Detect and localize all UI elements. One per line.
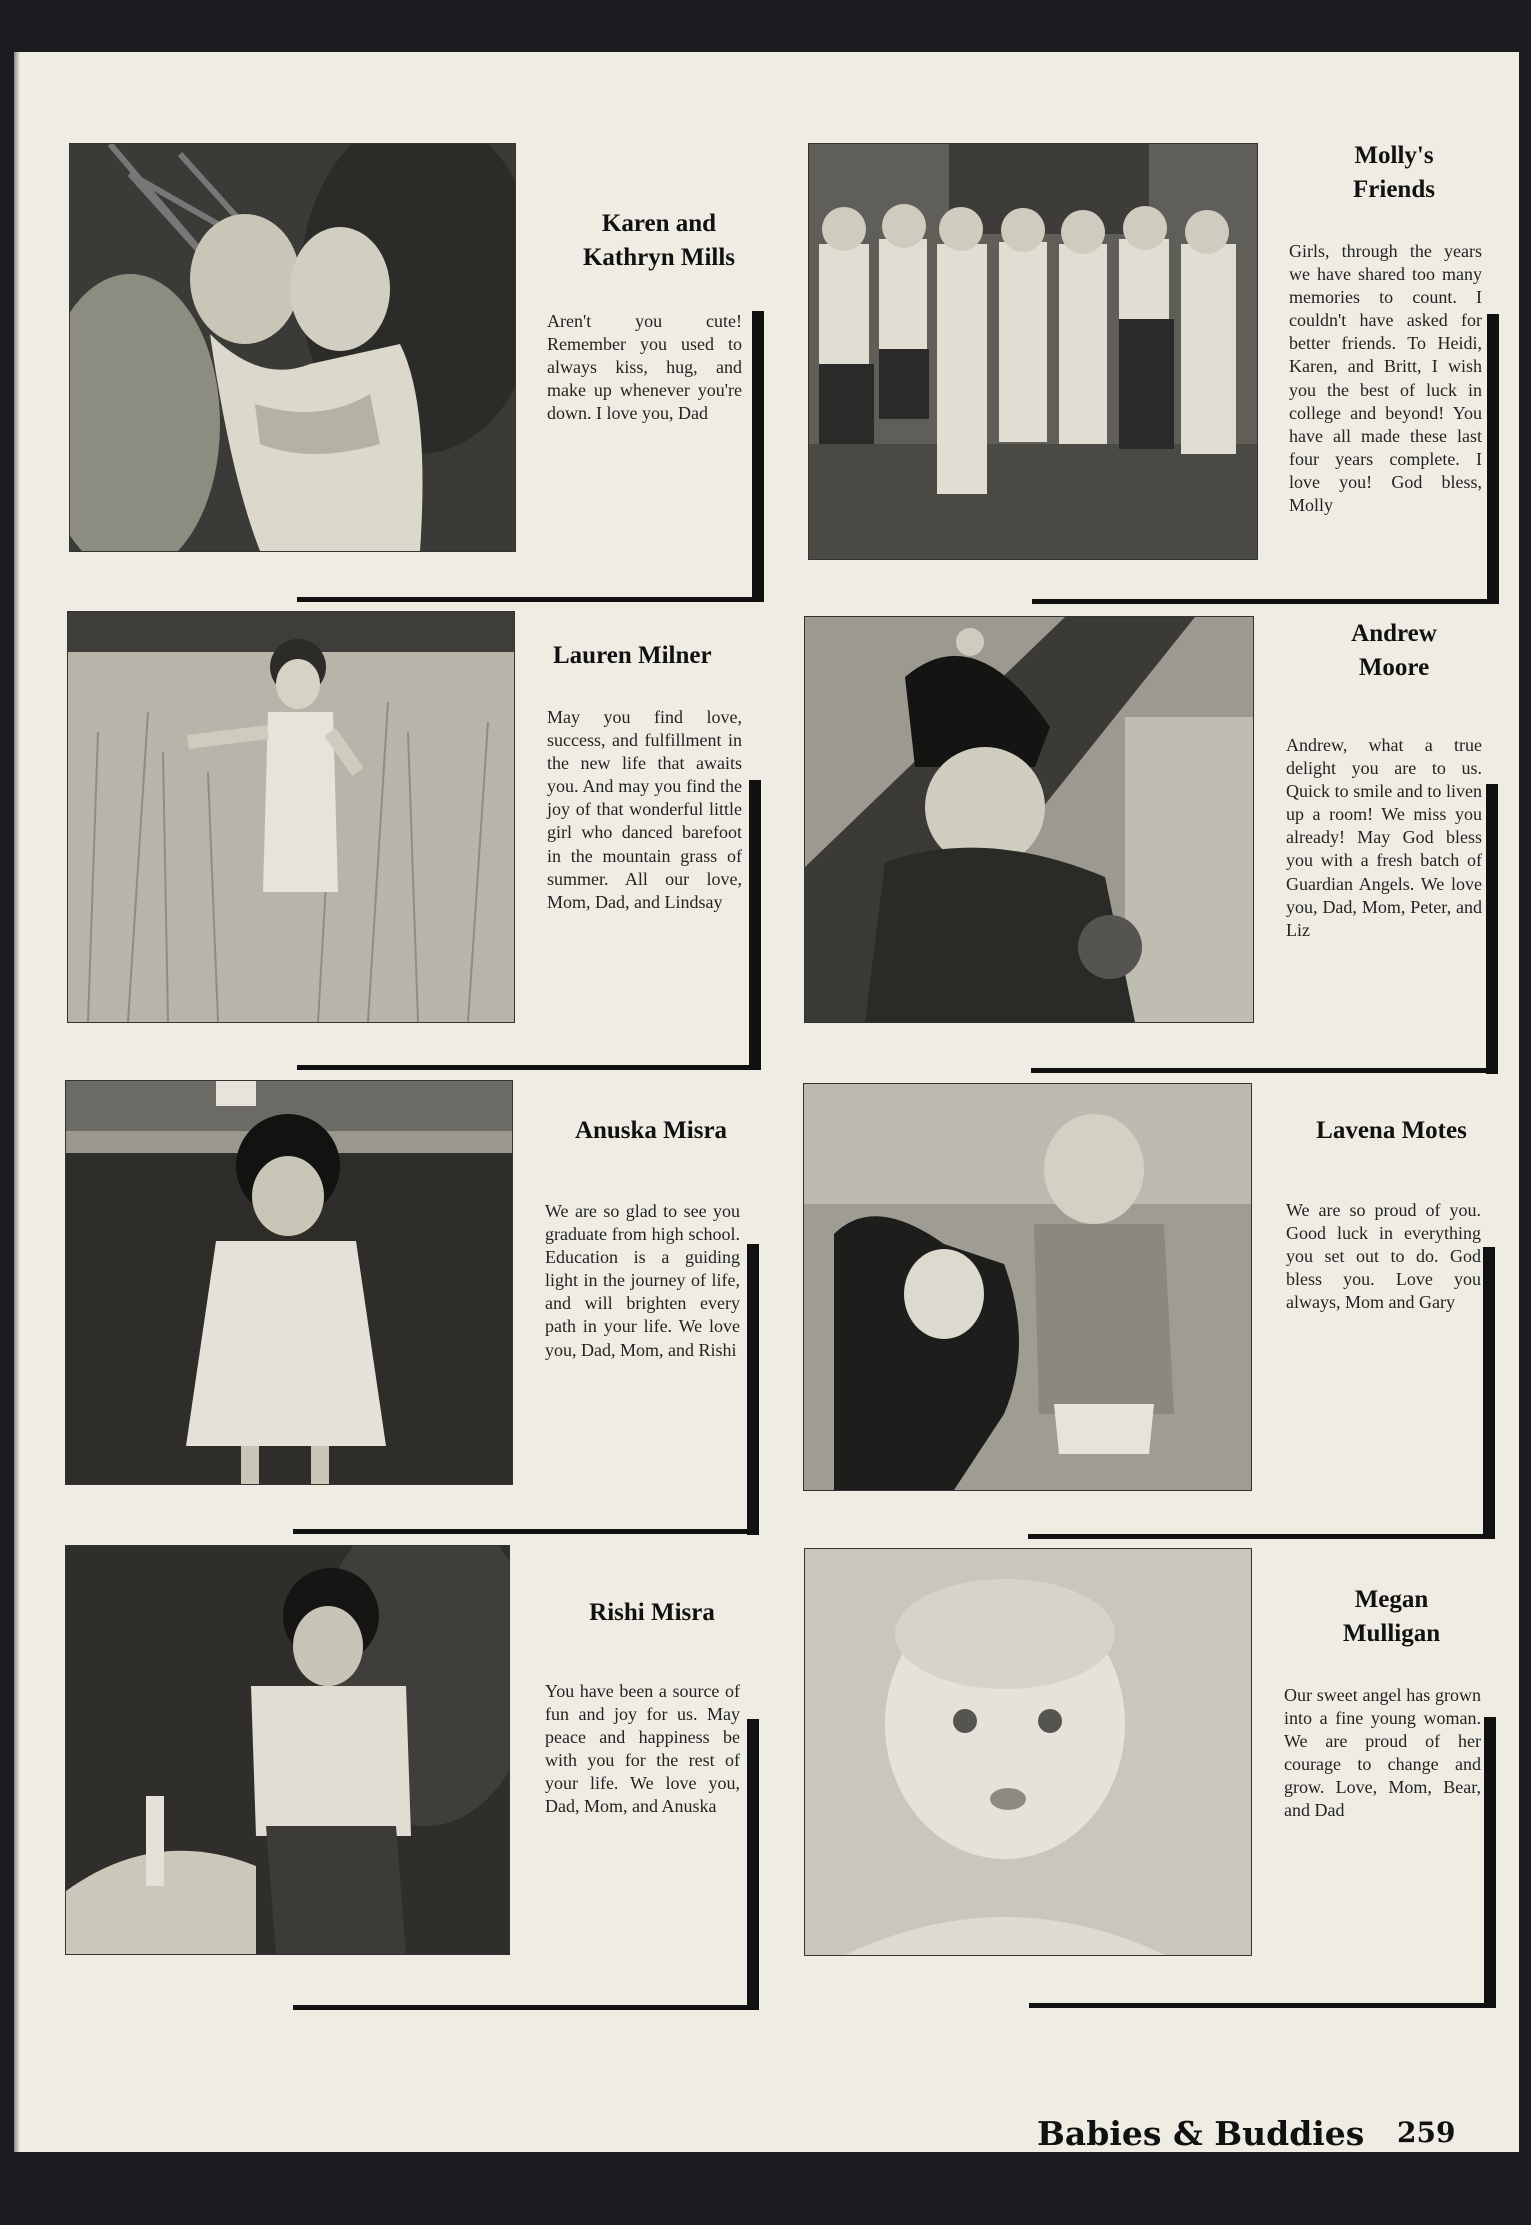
photo-mollys-friends bbox=[808, 143, 1258, 560]
entry-title: Molly's Friends bbox=[1353, 142, 1435, 203]
entry-title: Megan Mulligan bbox=[1342, 1586, 1441, 1647]
photo-rishi-misra bbox=[65, 1545, 510, 1955]
frame-bar-vertical bbox=[1483, 1247, 1495, 1539]
entry-message: Andrew, what a true delight you are to us. Quick to smile and to liven up a room! We miss you already! May God bless you with a fresh batch of Guardian Angels. We love you, Dad, Mom, Peter, and Liz bbox=[1286, 735, 1482, 940]
entry-title: Karen and Kathryn Mills bbox=[582, 210, 736, 271]
entry-title: Rishi Misra bbox=[589, 1599, 715, 1626]
frame-bar-vertical bbox=[1484, 1717, 1496, 2008]
photo-megan-mulligan bbox=[804, 1548, 1252, 1956]
entry-title: Andrew Moore bbox=[1351, 620, 1437, 681]
frame-bar-horizontal bbox=[1032, 599, 1497, 604]
photo-karen-kathryn-mills bbox=[69, 143, 516, 552]
page-binding-edge bbox=[14, 52, 20, 2152]
entry-message: Our sweet angel has grown into a fine young woman. We are proud of her courage to change and grow. Love, Mom, Bear, and Dad bbox=[1284, 1685, 1481, 1821]
entry-title: Lavena Motes bbox=[1316, 1117, 1467, 1144]
photo-anuska-misra bbox=[65, 1080, 513, 1485]
page-number: 259 bbox=[1397, 2116, 1456, 2149]
frame-bar-vertical bbox=[1486, 784, 1498, 1074]
entry-title: Anuska Misra bbox=[574, 1117, 728, 1144]
entry-message: We are so glad to see you graduate from high school. Education is a guiding light in the journey of life, and will brighten every path in your life. We love you, Dad, Mom, and Rishi bbox=[545, 1201, 740, 1360]
frame-bar-vertical bbox=[749, 780, 761, 1070]
photo-lauren-milner bbox=[67, 611, 515, 1023]
section-title: Babies & Buddies bbox=[1037, 2114, 1365, 2153]
photo-andrew-moore bbox=[804, 616, 1254, 1023]
frame-bar-horizontal bbox=[293, 1529, 759, 1534]
entry-message: You have been a source of fun and joy for us. May peace and happiness be with you for the rest of your life. We love you, Dad, Mom, and Anuska bbox=[545, 1681, 740, 1817]
entry-message: May you find love, success, and fulfillment in the new life that awaits you. And may you find the joy of that wonderful little girl who danced barefoot in the mountain grass of summer. All our love, Mom, Dad, and Lindsay bbox=[547, 707, 742, 912]
yearbook-page bbox=[14, 52, 1519, 2152]
photo-lavena-motes bbox=[803, 1083, 1252, 1491]
frame-bar-horizontal bbox=[293, 2005, 759, 2010]
frame-bar-vertical bbox=[752, 311, 764, 602]
frame-bar-vertical bbox=[1487, 314, 1499, 604]
entry-message: Girls, through the years we have shared too many memories to count. I couldn't have asked for better friends. To Heidi, Karen, and Britt, I wish you the best of luck in college and beyond! You have all made these last four years complete. I love you! God bless, Molly bbox=[1289, 241, 1482, 516]
frame-bar-horizontal bbox=[1029, 2003, 1495, 2008]
frame-bar-horizontal bbox=[1028, 1534, 1494, 1539]
frame-bar-vertical bbox=[747, 1719, 759, 2010]
entry-message: We are so proud of you. Good luck in everything you set out to do. God bless you. Love you always, Mom and Gary bbox=[1286, 1200, 1481, 1313]
frame-bar-horizontal bbox=[297, 597, 764, 602]
entry-message: Aren't you cute! Remember you used to always kiss, hug, and make up whenever you're down. I love you, Dad bbox=[547, 311, 742, 424]
entry-title: Lauren Milner bbox=[553, 642, 712, 669]
frame-bar-horizontal bbox=[297, 1065, 761, 1070]
frame-bar-horizontal bbox=[1031, 1068, 1496, 1073]
frame-bar-vertical bbox=[747, 1244, 759, 1535]
